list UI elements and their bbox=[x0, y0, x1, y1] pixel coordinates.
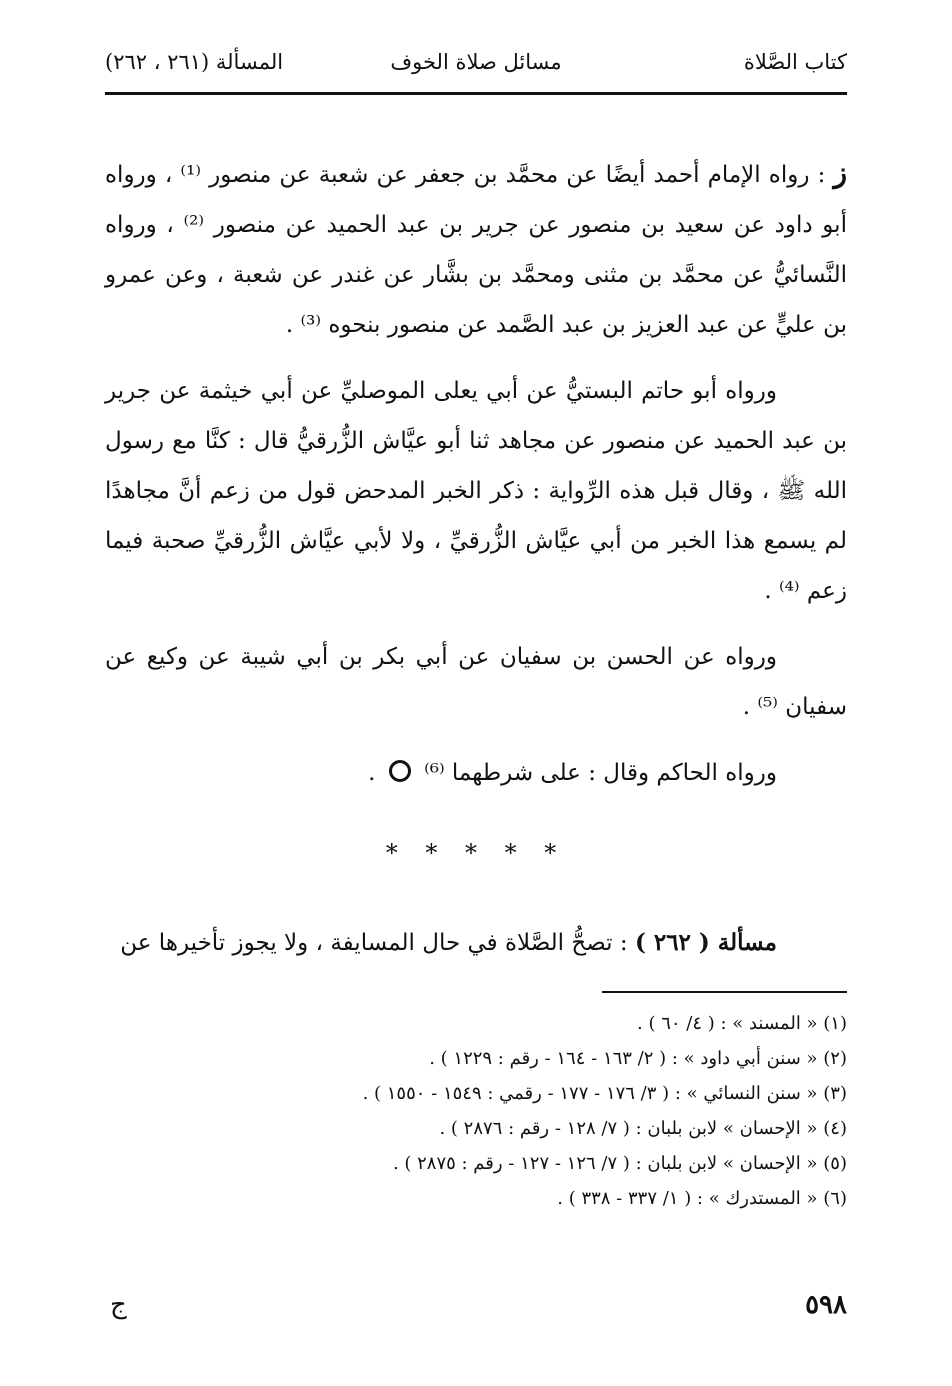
footnote-3: (٣) « سنن النسائي » : ( ٣/ ١٧٦ - ١٧٧ - رقمي : ١٥٤٩ - ١٥٥٠ ) . bbox=[362, 1083, 847, 1104]
section-mark: ز bbox=[833, 156, 847, 189]
footnote-1: (١) « المسند » : ( ٤/ ٦٠ ) . bbox=[637, 1013, 847, 1034]
footnote-2: (٢) « سنن أبي داود » : ( ٢/ ١٦٣ - ١٦٤ - رقم : ١٢٢٩ ) . bbox=[429, 1048, 847, 1069]
header-book-title: كتاب الصَّلاة bbox=[743, 50, 847, 74]
paragraph-issue-262 bbox=[105, 918, 847, 968]
paragraph-2: ورواه أبو حاتم البستيُّ عن أبي يعلى الموصليِّ عن أبي خيثمة عن جرير بن عبد الحميد عن منصور عن مجاهد ثنا أبو عيَّاش الزُّرقيُّ قال : كنَّا مع رسول الله ﷺ ، وقال قبل هذه الرِّواية : ذكر الخبر المدحض قول من زعم أنَّ مجاهدًا لم يسمع هذا الخبر من أبي عيَّاش الزُّرقيِّ ، ولا لأبي عيَّاش الزُّرقيِّ صحبة فيما زعم ⁽⁴⁾ . bbox=[105, 378, 847, 604]
page-number: ٥٩٨ bbox=[805, 1290, 847, 1320]
footnote-4: (٤) « الإحسان » لابن بلبان : ( ٧/ ١٢٨ - رقم : ٢٨٧٦ ) . bbox=[439, 1118, 847, 1139]
footnote-6: (٦) « المستدرك » : ( ١/ ٣٣٧ - ٣٣٨ ) . bbox=[557, 1188, 847, 1209]
footnote-rule bbox=[602, 991, 847, 993]
paragraph-4 bbox=[105, 748, 847, 798]
header-chapter-title: مسائل صلاة الخوف bbox=[390, 50, 562, 74]
paragraph-4-end: . bbox=[368, 760, 376, 786]
issue-label: مسألة ( ٢٦٢ ) bbox=[634, 929, 777, 956]
paragraph-3: ورواه عن الحسن بن سفيان عن أبي بكر بن أبي شيبة عن وكيع عن سفيان ⁽⁵⁾ . bbox=[105, 644, 847, 720]
paragraph-1 bbox=[105, 148, 847, 350]
end-circle-icon bbox=[389, 760, 411, 782]
running-header bbox=[105, 44, 847, 84]
paragraph-4-text: ورواه الحاكم وقال : على شرطهما ⁽⁶⁾ bbox=[424, 760, 777, 786]
footnotes bbox=[105, 1006, 847, 1216]
issue-text: : تصحُّ الصَّلاة في حال المسايفة ، ولا يجوز تأخيرها عن bbox=[120, 930, 628, 956]
paragraph-1-text: : رواه الإمام أحمد أيضًا عن محمَّد بن جعفر عن شعبة عن منصور ⁽¹⁾ ، ورواه أبو داود عن سعيد بن منصور عن جرير بن عبد الحميد عن منصور ⁽²⁾ ، ورواه النَّسائيُّ عن محمَّد بن مثنى ومحمَّد بن بشَّار عن غندر عن شعبة ، وعن عمرو بن عليٍّ عن عبد العزيز بن عبد الصَّمد عن منصور بنحوه ⁽³⁾ . bbox=[105, 162, 847, 338]
footnote-5: (٥) « الإحسان » لابن بلبان : ( ٧/ ١٢٦ - ١٢٧ - رقم : ٢٨٧٥ ) . bbox=[392, 1153, 847, 1174]
main-text bbox=[105, 148, 847, 984]
section-divider-stars: * * * * * bbox=[385, 839, 567, 867]
header-issue-range: المسألة (٢٦١ ، ٢٦٢) bbox=[105, 50, 284, 74]
signature-mark: ج bbox=[110, 1290, 127, 1320]
header-rule bbox=[105, 92, 847, 95]
